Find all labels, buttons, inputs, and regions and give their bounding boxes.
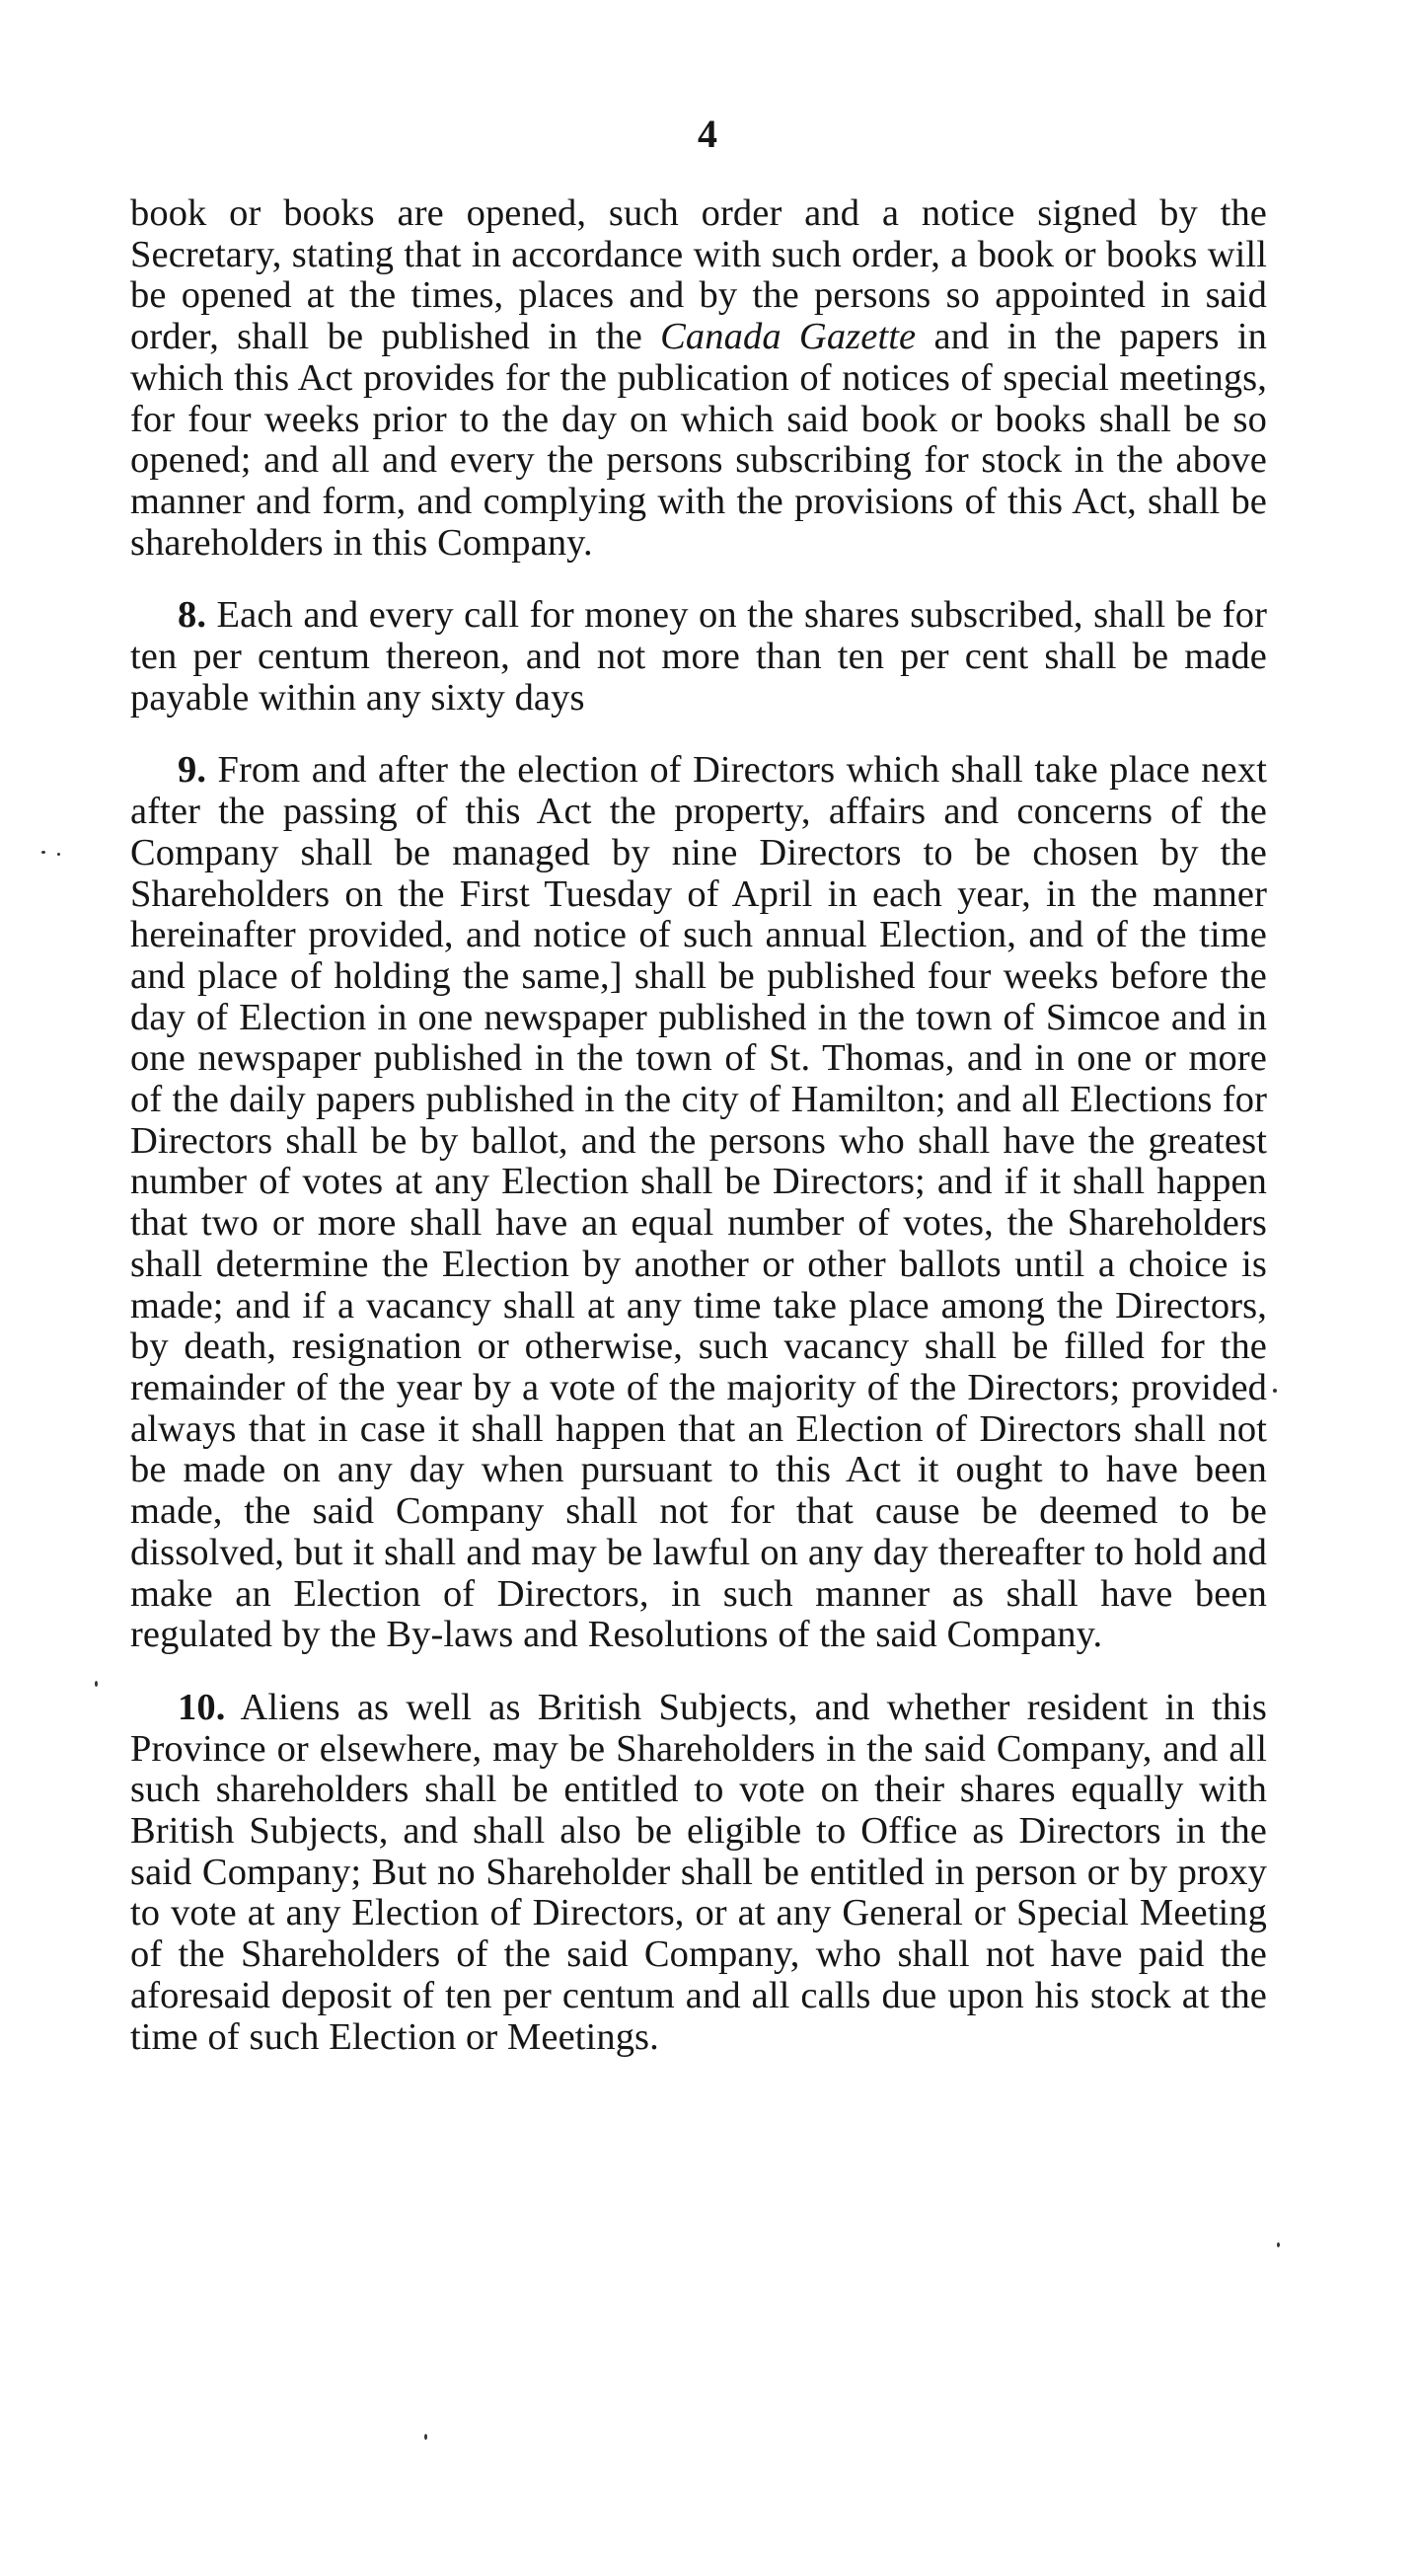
section-10-text: Aliens as well as British Subjects, and whether resident in this Province or elsewhere, may be Shareholders in the said Company, and all such shareholders shall be entitled to vote on their shares equally with British Subjects, and shall also be eligible to Office as Directors in the said Company; But no Shareholder shall be entitled in person or by proxy to vote at any Election of Directors, or at any General or Special Meeting of the Shareholders of the said Company, who shall not have paid the aforesaid deposit of ten per centum and all calls due upon his stock at the time of such Election or Meetings. xyxy=(130,1686,1267,2058)
section-9 xyxy=(130,750,1267,1655)
body-text xyxy=(130,193,1267,2058)
scan-speck xyxy=(1277,2242,1280,2247)
paragraph-continuation xyxy=(130,193,1267,564)
scan-speck xyxy=(95,1681,98,1687)
section-8-number: 8. xyxy=(178,594,207,637)
gazette-title: Canada Gazette xyxy=(660,316,917,358)
section-10-number: 10. xyxy=(178,1686,226,1728)
section-9-text: From and after the election of Directors which shall take place next after the passing of this Act the property, affairs and concerns of the Company shall be managed by nine Directors to be chosen by the Shareholders on the First Tuesday of April in each year, in the manner hereinafter provided, and notice of such annual Election, and of the time and place of holding the same,] shall be published four weeks before the day of Election in one newspaper published in the town of Simcoe and in one newspaper published in the town of St. Thomas, and in one or more of the daily papers published in the city of Hamilton; and all Elections for Directors shall be by ballot, and the persons who shall have the greatest number of votes at any Election shall be Directors; and if it shall happen that two or more shall have an equal number of votes, the Shareholders shall determine the Election by another or other ballots until a choice is made; and if a vacancy shall at any time take place among the Directors, by death, resignation or otherwise, such vacancy shall be filled for the remainder of the year by a vote of the majority of the Directors; provided always that in case it shall happen that an Election of Directors shall not be made on any day when pursuant to this Act it ought to have been made, the said Company shall not for that cause be deemed to be dissolved, but it shall and may be lawful on any day thereafter to hold and make an Election of Directors, in such manner as shall have been regulated by the By-laws and Resolutions of the said Company. xyxy=(130,749,1267,1656)
section-8-text: Each and every call for money on the shares subscribed, shall be for ten per centum thereon, and not more than ten per cent shall be made payable within any sixty days xyxy=(130,594,1267,719)
section-10 xyxy=(130,1688,1267,2058)
section-9-number: 9. xyxy=(178,749,207,792)
scan-speck xyxy=(424,2434,427,2440)
scan-speck xyxy=(57,853,60,856)
continuation-text-start: book or books are opened, such order and a notice signed by the Secretary, stating that in accordance with such order, a book or books will be opened at the times, places and by the persons so appointed in said order, shall be published in the xyxy=(130,192,1267,358)
section-8 xyxy=(130,595,1267,719)
continuation-text-end: and in the papers in which this Act provides for the publication of notices of special meetings, for four weeks prior to the day on which said book or books shall be so opened; and all and every the persons subscribing for stock in the above manner and form, and complying with the provisions of this Act, shall be shareholders in this Company. xyxy=(130,316,1267,564)
scan-speck xyxy=(1273,1389,1277,1393)
page-number: 4 xyxy=(698,112,717,156)
scan-speck xyxy=(41,851,45,854)
